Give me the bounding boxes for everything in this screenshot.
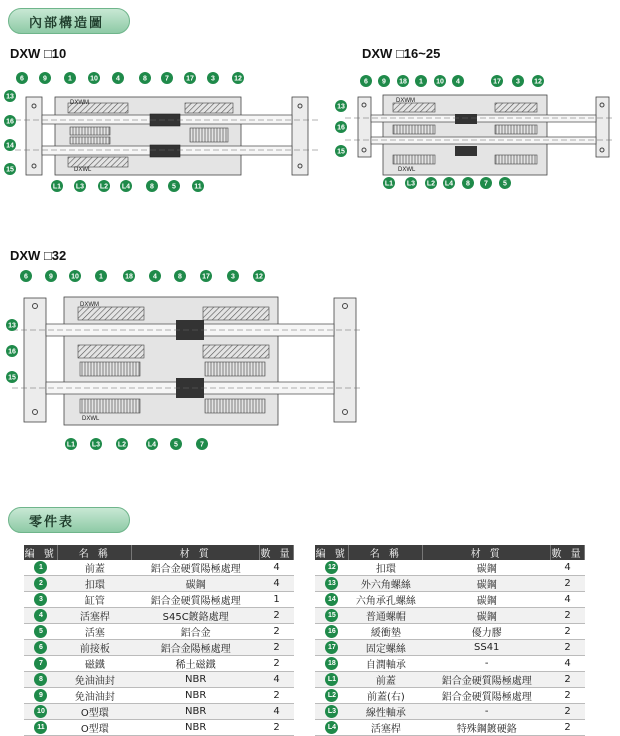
- part-material-cell: NBR: [132, 672, 260, 688]
- part-number-badge-cell: [24, 640, 58, 656]
- callout-number: 3: [211, 75, 215, 83]
- part-name-cell: 前蓋(右): [349, 688, 423, 704]
- part-number-badge-cell: [315, 656, 349, 672]
- part-number-badge-cell: [315, 688, 349, 704]
- part-material-cell: 鋁合金: [132, 624, 260, 640]
- callout-number: 12: [255, 273, 263, 281]
- part-name-cell: 活塞桿: [349, 720, 423, 736]
- part-number-badge: 2: [34, 577, 47, 590]
- table-row: [315, 672, 585, 688]
- dxwl-label-3: DXWL: [82, 416, 100, 422]
- table-row: [315, 640, 585, 656]
- part-quantity-cell: 4: [260, 704, 294, 720]
- part-number-badge: 6: [34, 641, 47, 654]
- callout-number: 16: [337, 124, 345, 132]
- header-no: 編 號: [24, 545, 58, 560]
- bearing-lower: [70, 137, 110, 144]
- callout-number: 17: [493, 78, 501, 86]
- callout-number: 6: [20, 75, 24, 83]
- callout-number: 8: [178, 273, 182, 281]
- callout-number: 5: [503, 180, 507, 188]
- part-name-cell: 磁鐵: [58, 656, 132, 672]
- table-row: [24, 640, 294, 656]
- callout-number: 8: [143, 75, 147, 83]
- parts-table-right: [315, 545, 585, 736]
- part-material-cell: 碳鋼: [423, 576, 551, 592]
- callout-number: 16: [8, 348, 16, 356]
- part-number-badge-cell: [24, 608, 58, 624]
- part-number-badge: 14: [325, 593, 338, 606]
- part-name-cell: 前蓋: [349, 672, 423, 688]
- callout-number: 9: [382, 78, 386, 86]
- part-quantity-cell: 2: [551, 672, 585, 688]
- callout-number: 3: [516, 78, 520, 86]
- callout-number: 10: [436, 78, 444, 86]
- model-label-32: DXW □32: [10, 248, 67, 263]
- part-material-cell: 鋁合金硬質陽極處理: [132, 560, 260, 576]
- parts-table-left: [24, 545, 294, 736]
- part-name-cell: 前蓋: [58, 560, 132, 576]
- callout-number: L3: [91, 441, 101, 449]
- callout-number: 18: [125, 273, 133, 281]
- part-material-cell: 碳鋼: [423, 592, 551, 608]
- part-name-cell: 活塞桿: [58, 608, 132, 624]
- part-quantity-cell: 2: [260, 624, 294, 640]
- part-material-cell: 鋁合金硬質陽極處理: [423, 688, 551, 704]
- part-quantity-cell: 2: [551, 608, 585, 624]
- part-quantity-cell: 4: [260, 576, 294, 592]
- callout-number: 18: [399, 78, 407, 86]
- header-material: 材 質: [132, 545, 260, 560]
- diagram-dxw32: [12, 297, 362, 425]
- part-material-cell: -: [423, 656, 551, 672]
- parts-title-text: 零件表: [29, 514, 75, 530]
- part-quantity-cell: 2: [551, 576, 585, 592]
- header-qty: 數 量: [551, 545, 585, 560]
- part-quantity-cell: 4: [260, 560, 294, 576]
- table-row: [315, 688, 585, 704]
- callout-number: 13: [8, 322, 16, 330]
- callout-number: 6: [364, 78, 368, 86]
- callout-number: 1: [419, 78, 423, 86]
- callout-number: 13: [6, 93, 14, 101]
- part-number-badge-cell: [315, 624, 349, 640]
- table-row: [24, 656, 294, 672]
- part-quantity-cell: 2: [551, 624, 585, 640]
- tube-hatch-upper-r: [185, 103, 233, 113]
- part-name-cell: 活塞: [58, 624, 132, 640]
- table-row: [315, 656, 585, 672]
- callout-number: 15: [337, 148, 345, 156]
- table-row: [24, 624, 294, 640]
- part-number-badge-cell: [315, 608, 349, 624]
- part-name-cell: 扣環: [349, 560, 423, 576]
- part-name-cell: 扣環: [58, 576, 132, 592]
- part-number-badge: 18: [325, 657, 338, 670]
- diagram-dxw10: [15, 97, 320, 175]
- piston-lower: [150, 145, 180, 157]
- part-number-badge: 16: [325, 625, 338, 638]
- table-row: [24, 560, 294, 576]
- table-row: [24, 672, 294, 688]
- callout-number: 10: [90, 75, 98, 83]
- callout-number: 15: [6, 166, 14, 174]
- part-name-cell: 普通螺帽: [349, 608, 423, 624]
- table-row: [315, 720, 585, 736]
- part-number-badge-cell: [24, 720, 58, 736]
- callout-number: 14: [6, 142, 14, 150]
- table-row: [315, 624, 585, 640]
- dxwm-label-3: DXWM: [80, 302, 99, 308]
- part-quantity-cell: 2: [551, 720, 585, 736]
- dxwm-label-2: DXWM: [396, 98, 415, 104]
- part-material-cell: NBR: [132, 688, 260, 704]
- end-plate-right: [292, 97, 308, 175]
- table-row: [315, 560, 585, 576]
- part-material-cell: SS41: [423, 640, 551, 656]
- part-number-badge-cell: [315, 576, 349, 592]
- callout-number: 16: [6, 118, 14, 126]
- part-quantity-cell: 2: [260, 656, 294, 672]
- part-number-badge: L4: [325, 721, 338, 734]
- part-number-badge: 4: [34, 609, 47, 622]
- part-number-badge: 17: [325, 641, 338, 654]
- part-material-cell: 鋁合金硬質陽極處理: [132, 592, 260, 608]
- bearing-upper: [70, 127, 110, 135]
- part-number-badge-cell: [24, 672, 58, 688]
- callout-number: 12: [234, 75, 242, 83]
- header-name: 名 稱: [58, 545, 132, 560]
- part-material-cell: -: [423, 704, 551, 720]
- header-material: 材 質: [423, 545, 551, 560]
- table-row: [24, 576, 294, 592]
- part-number-badge: 13: [325, 577, 338, 590]
- callout-number: 7: [200, 441, 204, 449]
- part-number-badge-cell: [315, 704, 349, 720]
- part-name-cell: 免油油封: [58, 672, 132, 688]
- part-material-cell: NBR: [132, 704, 260, 720]
- part-number-badge: L1: [325, 673, 338, 686]
- part-number-badge-cell: [315, 592, 349, 608]
- part-quantity-cell: 2: [260, 640, 294, 656]
- header-no: 編 號: [315, 545, 349, 560]
- part-name-cell: 線性軸承: [349, 704, 423, 720]
- table-row: [24, 720, 294, 736]
- section-title-parts: [8, 507, 130, 533]
- callout-number: 5: [172, 183, 176, 191]
- part-name-cell: 外六角螺絲: [349, 576, 423, 592]
- part-number-badge: L3: [325, 705, 338, 718]
- part-number-badge-cell: [24, 576, 58, 592]
- table-row: [24, 704, 294, 720]
- model-label-16-25: DXW □16~25: [362, 46, 441, 61]
- callout-number: L4: [444, 180, 454, 188]
- callout-number: 13: [337, 103, 345, 111]
- callout-number: 4: [456, 78, 460, 86]
- part-number-badge-cell: [315, 720, 349, 736]
- bearing-right: [190, 128, 228, 142]
- callout-number: L3: [75, 183, 85, 191]
- part-number-badge: 12: [325, 561, 338, 574]
- callout-number: L4: [121, 183, 131, 191]
- part-material-cell: 碳鋼: [423, 608, 551, 624]
- table-row: [24, 592, 294, 608]
- callout-number: 8: [150, 183, 154, 191]
- part-name-cell: 固定螺絲: [349, 640, 423, 656]
- callout-number: 1: [99, 273, 103, 281]
- part-name-cell: 免油油封: [58, 688, 132, 704]
- callout-number: 12: [534, 78, 542, 86]
- header-name: 名 稱: [349, 545, 423, 560]
- part-number-badge-cell: [24, 624, 58, 640]
- table-row: [24, 608, 294, 624]
- part-quantity-cell: 1: [260, 592, 294, 608]
- part-quantity-cell: 4: [551, 656, 585, 672]
- part-quantity-cell: 2: [260, 688, 294, 704]
- part-number-badge-cell: [315, 560, 349, 576]
- part-number-badge-cell: [24, 592, 58, 608]
- callout-number: 3: [231, 273, 235, 281]
- callout-number: 7: [165, 75, 169, 83]
- part-number-badge-cell: [315, 640, 349, 656]
- part-quantity-cell: 4: [551, 560, 585, 576]
- part-number-badge: 10: [34, 705, 47, 718]
- callout-number: L4: [147, 441, 157, 449]
- dxwl-label: DXWL: [74, 167, 92, 173]
- part-number-badge: 3: [34, 593, 47, 606]
- callout-number: 4: [153, 273, 157, 281]
- part-material-cell: 特殊鋼鍍硬鉻: [423, 720, 551, 736]
- part-name-cell: 緩衝墊: [349, 624, 423, 640]
- callout-number: L1: [384, 180, 394, 188]
- callout-number: 4: [116, 75, 120, 83]
- callout-number: 17: [186, 75, 194, 83]
- callout-number: 9: [43, 75, 47, 83]
- part-name-cell: O型環: [58, 704, 132, 720]
- part-material-cell: 鋁合金陽極處理: [132, 640, 260, 656]
- table-row: [315, 608, 585, 624]
- part-quantity-cell: 2: [551, 640, 585, 656]
- part-name-cell: O型環: [58, 720, 132, 736]
- table-row: [315, 704, 585, 720]
- callout-number: 9: [49, 273, 53, 281]
- diagram-dxw16-25: [345, 95, 615, 175]
- part-quantity-cell: 4: [551, 592, 585, 608]
- part-number-badge: 15: [325, 609, 338, 622]
- part-material-cell: 碳鋼: [132, 576, 260, 592]
- end-plate-left: [26, 97, 42, 175]
- table-row: [24, 688, 294, 704]
- part-name-cell: 自潤軸承: [349, 656, 423, 672]
- tube-hatch-lower: [68, 157, 128, 167]
- part-material-cell: NBR: [132, 720, 260, 736]
- callout-number: L3: [406, 180, 416, 188]
- part-material-cell: 稀土磁鐵: [132, 656, 260, 672]
- part-number-badge-cell: [315, 672, 349, 688]
- part-number-badge-cell: [24, 656, 58, 672]
- part-quantity-cell: 2: [260, 608, 294, 624]
- callout-number: L1: [66, 441, 76, 449]
- callout-number: 1: [68, 75, 72, 83]
- part-quantity-cell: 2: [260, 720, 294, 736]
- callout-number: L2: [117, 441, 127, 449]
- part-quantity-cell: 4: [260, 672, 294, 688]
- dxwm-label: DXWM: [70, 100, 89, 106]
- part-number-badge: L2: [325, 689, 338, 702]
- part-material-cell: 碳鋼: [423, 560, 551, 576]
- structure-title-text: 內部構造圖: [29, 15, 105, 31]
- part-material-cell: 優力膠: [423, 624, 551, 640]
- part-number-badge-cell: [24, 704, 58, 720]
- callout-number: 10: [71, 273, 79, 281]
- part-number-badge: 9: [34, 689, 47, 702]
- callout-number: L2: [99, 183, 109, 191]
- part-number-badge-cell: [24, 560, 58, 576]
- part-material-cell: S45C鍍鉻處理: [132, 608, 260, 624]
- part-name-cell: 前接板: [58, 640, 132, 656]
- part-number-badge: 5: [34, 625, 47, 638]
- callout-number: 11: [194, 183, 202, 191]
- part-quantity-cell: 2: [551, 688, 585, 704]
- part-number-badge: 1: [34, 561, 47, 574]
- part-number-badge: 7: [34, 657, 47, 670]
- callout-number: 6: [24, 273, 28, 281]
- table-row: [315, 576, 585, 592]
- header-qty: 數 量: [260, 545, 294, 560]
- part-material-cell: 鋁合金硬質陽極處理: [423, 672, 551, 688]
- callout-number: 5: [174, 441, 178, 449]
- part-number-badge: 11: [34, 721, 47, 734]
- callout-number: 17: [202, 273, 210, 281]
- part-number-badge: 8: [34, 673, 47, 686]
- dxwl-label-2: DXWL: [398, 167, 416, 173]
- part-quantity-cell: 2: [551, 704, 585, 720]
- callout-number: L1: [52, 183, 62, 191]
- part-name-cell: 六角承孔螺絲: [349, 592, 423, 608]
- table-row: [315, 592, 585, 608]
- callout-number: L2: [426, 180, 436, 188]
- callout-number: 8: [466, 180, 470, 188]
- model-label-10: DXW □10: [10, 46, 67, 61]
- callout-number: 7: [484, 180, 488, 188]
- callout-number: 15: [8, 374, 16, 382]
- part-number-badge-cell: [24, 688, 58, 704]
- part-name-cell: 缸管: [58, 592, 132, 608]
